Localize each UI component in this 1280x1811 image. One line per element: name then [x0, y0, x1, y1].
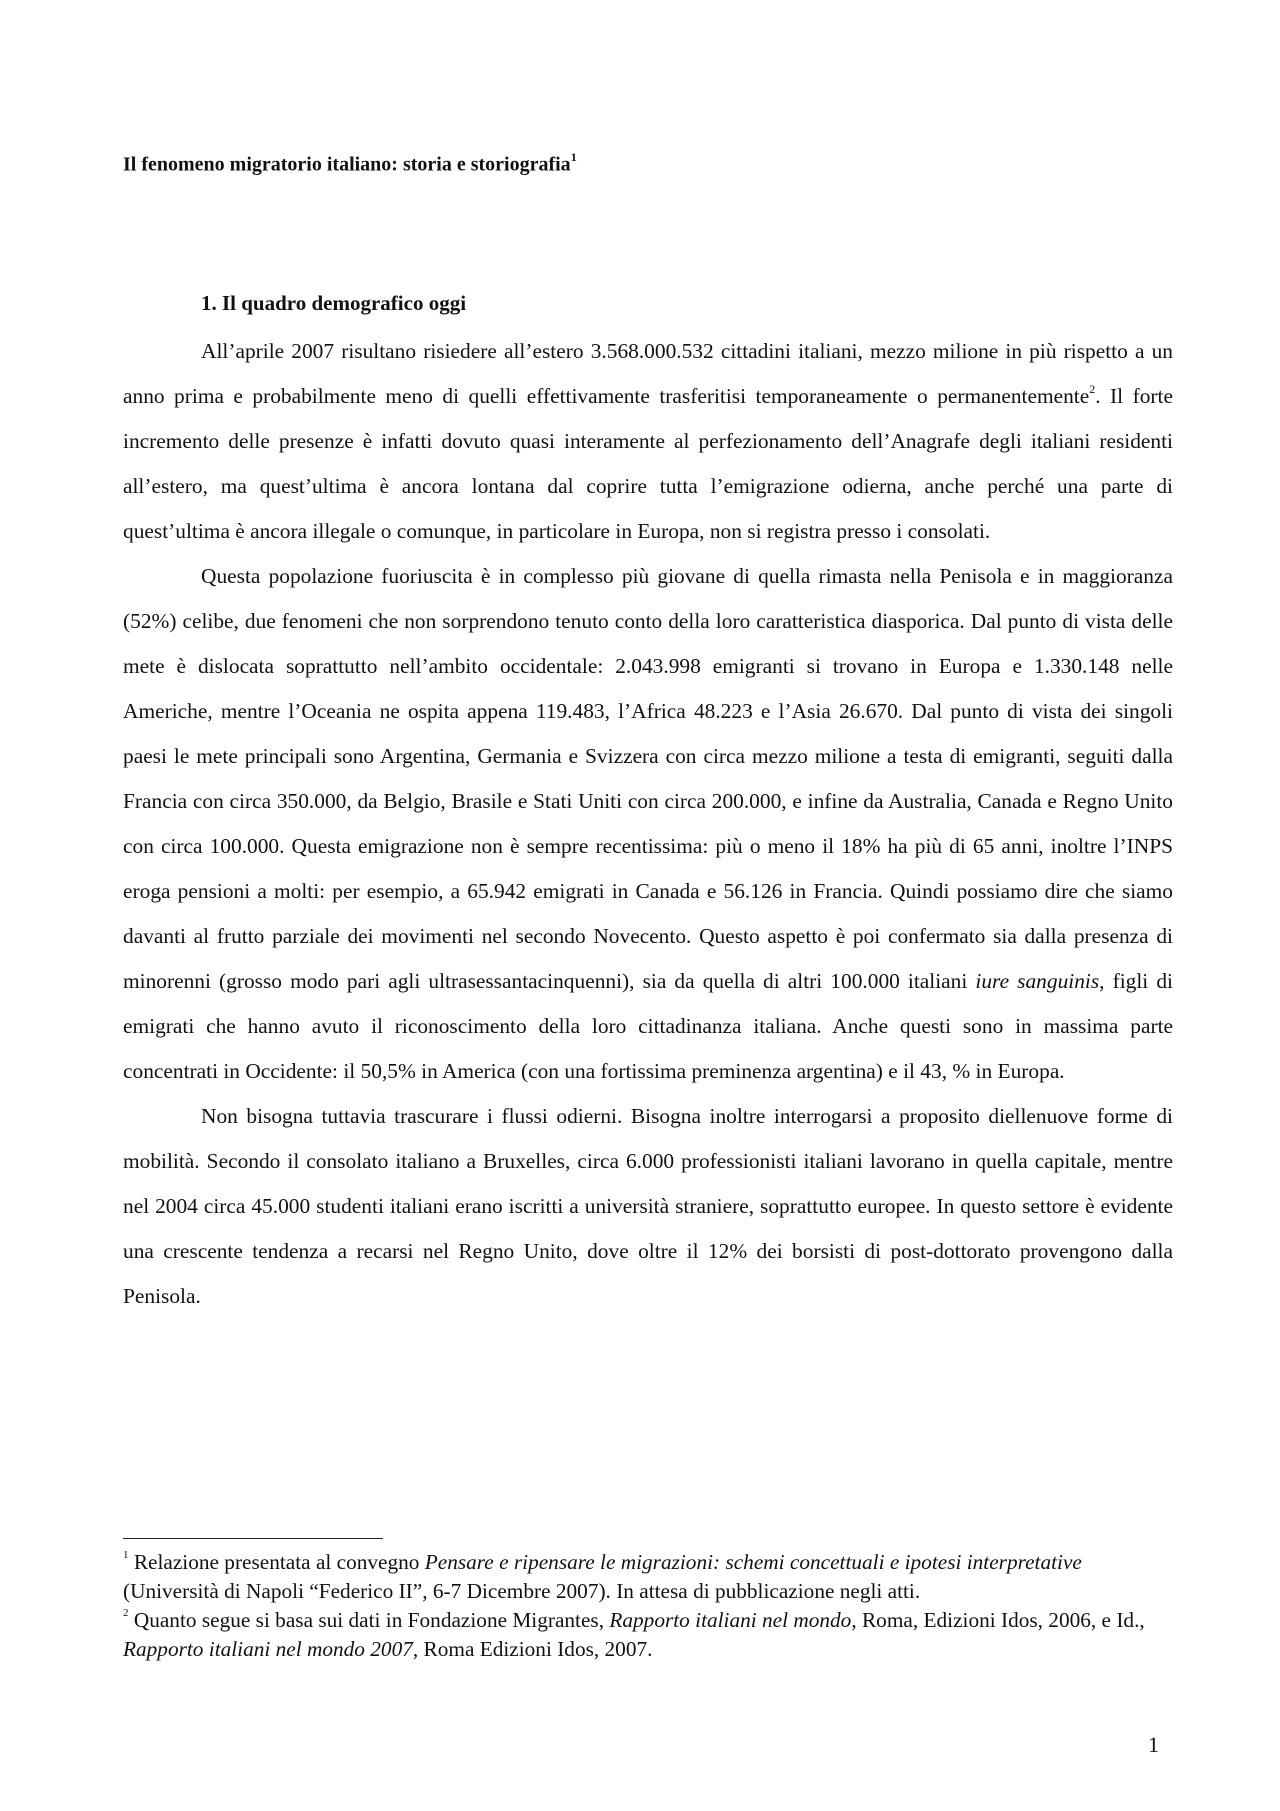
paragraph-3: Non bisogna tuttavia trascurare i flussi odierni. Bisogna inoltre interrogarsi a proposito diellenuove forme di mobilità. Secondo il consolato italiano a Bruxelles, circa 6.000 professionisti italiani lavorano in quella capitale, mentre nel 2004 circa 45.000 studenti italiani erano iscritti a università straniere, soprattutto europee. In questo settore è evidente una crescente tendenza a recarsi nel Regno Unito, dove oltre il 12% dei borsisti di post-dottorato provengono dalla Penisola. [123, 1104, 1173, 1308]
footnote-reference-1: 1 [570, 150, 577, 164]
paragraph-1 [123, 329, 1173, 554]
page-number: 1 [1148, 1732, 1159, 1757]
footnote-2-text-c: , Roma Edizioni Idos, 2007. [412, 1637, 653, 1661]
paragraph-2 [123, 554, 1173, 1094]
footnote-1-number: 1 [123, 1548, 129, 1561]
paragraph-2-italic: iure sanguinis [975, 969, 1100, 993]
footnote-1-italic: Pensare e ripensare le migrazioni: schemi concettuali e ipotesi interpretative [424, 1550, 1082, 1574]
section-heading: 1. Il quadro demografico oggi [201, 291, 467, 315]
footnote-2-text-b: , Roma, Edizioni Idos, 2006, e Id., [851, 1608, 1145, 1632]
footnote-2-text-a: Quanto segue si basa sui dati in Fondazione Migrantes, [128, 1608, 610, 1632]
paragraph-2-text-a: Questa popolazione fuoriuscita è in complesso più giovane di quella rimasta nella Penisola e in maggioranza (52%) celibe, due fenomeni che non sorprendono tenuto conto della loro caratteristica diasporica. Dal punto di vista delle mete è dislocata soprattutto nell’ambito occidentale: 2.043.998 emigranti si trovano in Europa e 1.330.148 nelle Americhe, mentre l’Oceania ne ospita appena 119.483, l’Africa 48.223 e l’Asia 26.670. Dal punto di vista dei singoli paesi le mete principali sono Argentina, Germania e Svizzera con circa mezzo milione a testa di emigranti, seguiti dalla Francia con circa 350.000, da Belgio, Brasile e Stati Uniti con circa 200.000, e infine da Australia, Canada e Regno Unito con circa 100.000. Questa emigrazione non è sempre recentissima: più o meno il 18% ha più di 65 anni, inoltre l’INPS eroga pensioni a molti: per esempio, a 65.942 emigrati in Canada e 56.126 in Francia. Quindi possiamo dire che siamo davanti al frutto parziale dei movimenti nel secondo Novecento. Questo aspetto è poi confermato sia dalla presenza di minorenni (grosso modo pari agli ultrasessantacinquenni), sia da quella di altri 100.000 italiani [123, 564, 1173, 993]
footnote-2-number: 2 [123, 1606, 129, 1619]
footnote-1-text-b: (Università di Napoli “Federico II”, 6-7 Dicembre 2007). In attesa di pubblicazione negli atti. [123, 1579, 921, 1603]
document-title [123, 152, 577, 177]
document-title-text: Il fenomeno migratorio italiano: storia e storiografia [123, 153, 571, 176]
footnote-2 [123, 1606, 1163, 1664]
paragraph-1-text-a: All’aprile 2007 risultano risiedere all’estero 3.568.000.532 cittadini italiani, mezzo milione in più rispetto a un anno prima e probabilmente meno di quelli effettivamente trasferitisi temporaneamente o permanentemente [123, 339, 1173, 408]
footnotes [123, 1548, 1163, 1664]
footnote-1-text-a: Relazione presentata al convegno [128, 1550, 425, 1574]
footnote-reference-2: 2 [1089, 381, 1096, 396]
footnote-1 [123, 1548, 1163, 1606]
paragraph-2-text-b: , figli di emigrati che hanno avuto il riconoscimento della loro cittadinanza italiana. Anche questi sono in massima parte concentrati in Occidente: il 50,5% in America (con una fortissima preminenza argentina) e il 43, % in Europa. [123, 969, 1173, 1083]
footnote-2-italic-2: Rapporto italiani nel mondo 2007 [123, 1637, 413, 1661]
body-text [123, 329, 1173, 1319]
paragraph-1-text-b: . Il forte incremento delle presenze è infatti dovuto quasi interamente al perfezionamento dell’Anagrafe degli italiani residenti all’estero, ma quest’ultima è ancora lontana dal coprire tutta l’emigrazione odierna, anche perché una parte di quest’ultima è ancora illegale o comunque, in particolare in Europa, non si registra presso i consolati. [123, 384, 1173, 543]
footnote-separator [123, 1538, 383, 1539]
footnote-2-italic-1: Rapporto italiani nel mondo [609, 1608, 852, 1632]
